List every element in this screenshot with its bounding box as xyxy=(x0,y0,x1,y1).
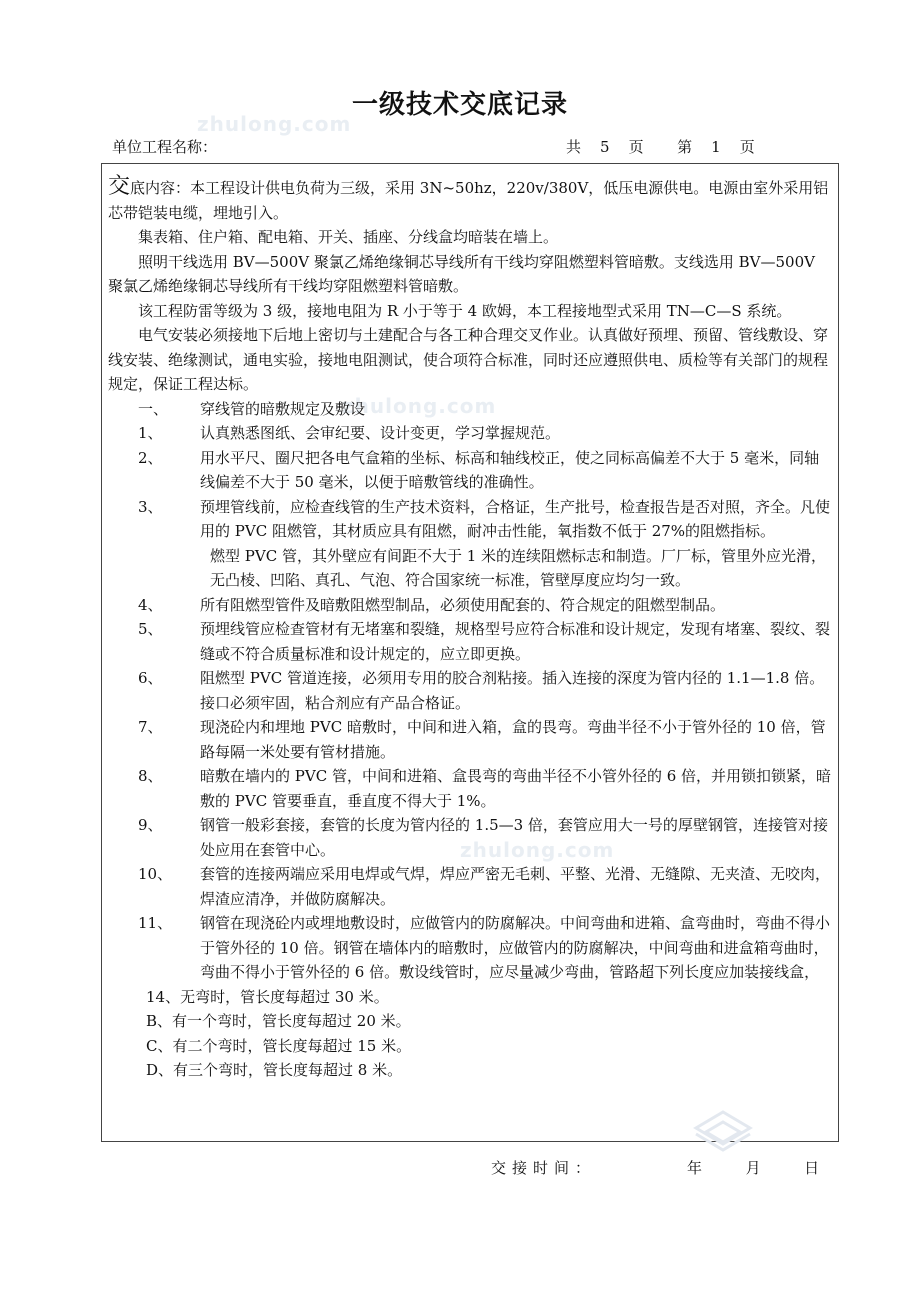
list-item xyxy=(108,617,834,666)
watermark: zhulong.com xyxy=(342,394,497,418)
intro-paragraph xyxy=(108,176,834,225)
item-text: 所有阻燃型管件及暗敷阻燃型制品，必须使用配套的、符合规定的阻燃型制品。 xyxy=(200,595,726,614)
item-number: 8、 xyxy=(138,767,163,785)
tail-line: D、有三个弯时，管长度每超过 8 米。 xyxy=(146,1061,403,1079)
section-heading xyxy=(108,397,834,422)
watermark: zhulong.com xyxy=(197,112,352,136)
item-number: 10、 xyxy=(138,865,173,883)
year-label: 年 xyxy=(687,1159,703,1177)
item-text: 钢管在现浇砼内或埋地敷设时，应做管内的防腐解决。中间弯曲和进箱、盒弯曲时，弯曲不得小于管外径的 10 倍。钢管在墙体内的暗敷时，应做管内的防腐解决，中间弯曲和进盒箱弯曲时，弯曲不得小于管外径的 6 倍。敷设线管时，应尽量减少弯曲，管路超下列长度应加装接线盒， xyxy=(200,914,831,981)
list-item xyxy=(108,446,834,495)
item-number: 4、 xyxy=(138,595,163,614)
list-item-continuation: 燃型 PVC 管，其外壁应有间距不大于 1 米的连续阻燃标志和制造。厂厂标，管里外应光滑，无凸棱、凹陷、真孔、气泡、符合国家统一标准，管壁厚度应均匀一致。 xyxy=(210,546,827,589)
list-item xyxy=(108,593,834,618)
tail-line: 14、无弯时，管长度每超过 30 米。 xyxy=(146,987,389,1006)
page-title: 一级技术交底记录 xyxy=(351,90,568,120)
intro-text: 底内容：本工程设计供电负荷为三级，采用 3N~50hz，220v/380V，低压电源供电。电源由室外采用铝芯带铠装电缆，埋地引入。 xyxy=(108,179,829,222)
disclosure-content xyxy=(108,176,834,1083)
tail-line: C、有二个弯时，管长度每超过 15 米。 xyxy=(146,1036,412,1055)
item-number: 3、 xyxy=(138,497,163,516)
item-text: 用水平尺、圈尺把各电气盒箱的坐标、标高和轴线校正，使之同标高偏差不大于 5 毫米，同轴线偏差不大于 50 毫米，以便于暗敷管线的准确性。 xyxy=(200,448,820,491)
section-number: 一、 xyxy=(138,399,169,418)
item-number: 2、 xyxy=(138,448,163,467)
page-unit: 页 xyxy=(739,138,755,156)
section-text: 穿线管的暗敷规定及敷设 xyxy=(200,399,366,418)
item-text: 预埋管线前，应检查线管的生产技术资料，合格证，生产批号，检查报告是否对照，齐全。凡使用的 PVC 阻燃管，其材质应具有阻燃，耐冲击性能，氧指数不低于 27%的阻燃指标。 xyxy=(200,497,831,540)
handover-label: 交接时间： xyxy=(491,1159,597,1177)
month-label: 月 xyxy=(745,1159,761,1177)
handover-time xyxy=(491,1157,820,1178)
list-item xyxy=(108,715,834,764)
item-text: 预埋线管应检查管材有无堵塞和裂缝，规格型号应符合标准和设计规定，发现有堵塞、裂纹、裂缝或不符合质量标准和设计规定的，应立即更换。 xyxy=(200,620,831,663)
intro-first-char: 交 xyxy=(108,174,131,199)
item-text: 阻燃型 PVC 管道连接，必须用专用的胶合剂粘接。插入连接的深度为管内径的 1.1—1.8 倍。接口必须牢固，粘合剂应有产品合格证。 xyxy=(200,669,825,712)
day-label: 日 xyxy=(804,1159,820,1177)
item-text: 套管的连接两端应采用电焊或气焊，焊应严密无毛刺、平整、光滑、无缝隙、无夹渣、无咬肉，焊渣应清净，并做防腐解决。 xyxy=(200,865,831,908)
total-prefix: 共 xyxy=(566,138,582,156)
date-fields xyxy=(687,1157,819,1178)
total-unit: 页 xyxy=(628,138,644,156)
item-number: 9、 xyxy=(138,816,163,834)
list-item xyxy=(108,764,834,813)
list-item xyxy=(108,862,834,911)
paragraph: 该工程防雷等级为 3 级，接地电阻为 R 小于等于 4 欧姆，本工程接地型式采用 TN—C—S 系统。 xyxy=(138,301,792,320)
list-item xyxy=(108,813,834,862)
list-item xyxy=(108,911,834,985)
list-item xyxy=(108,666,834,715)
total-pages: 5 xyxy=(600,138,610,156)
project-name-label: 单位工程名称： xyxy=(112,138,218,156)
paragraph: 电气安装必须接地下后地上密切与土建配合与各工种合理交叉作业。认真做好预埋、预留、管线敷设、穿线安装、绝缘测试，通电实验，接地电阻测试，使合项符合标准，同时还应遵照供电、质检等有关部门的规程规定，保证工程达标。 xyxy=(108,326,829,393)
current-page: 1 xyxy=(711,138,721,156)
page-info xyxy=(566,136,755,157)
item-text: 认真熟悉图纸、会审纪要、设计变更，学习掌握规范。 xyxy=(200,424,561,442)
item-number: 5、 xyxy=(138,620,163,638)
item-text: 钢管一般彩套接，套管的长度为管内径的 1.5—3 倍，套管应用大一号的厚壁钢管，连接管对接处应用在套管中心。 xyxy=(200,816,828,859)
watermark: zhulong.com xyxy=(460,838,615,862)
list-item xyxy=(108,495,834,544)
paragraph: 集表箱、住户箱、配电箱、开关、插座、分线盒均暗装在墙上。 xyxy=(138,228,559,246)
item-text: 现浇砼内和埋地 PVC 暗敷时，中间和进入箱，盒的畏弯。弯曲半径不小于管外径的 10 倍，管路每隔一米处要有管材措施。 xyxy=(200,718,826,761)
watermark-logo-icon xyxy=(688,1108,758,1158)
item-number: 11、 xyxy=(138,914,173,932)
list-item xyxy=(108,421,834,446)
item-number: 6、 xyxy=(138,669,163,687)
item-number: 1、 xyxy=(138,424,163,442)
item-text: 暗敷在墙内的 PVC 管，中间和进箱、盒畏弯的弯曲半径不小管外径的 6 倍，并用锁扣锁紧，暗敷的 PVC 管要垂直，垂直度不得大于 1%。 xyxy=(200,767,832,810)
paragraph: 照明干线选用 BV—500V 聚氯乙烯绝缘铜芯导线所有干线均穿阻燃塑料管暗敷。支线选用 BV—500V 聚氯乙烯绝缘铜芯导线所有干线均穿阻燃塑料管暗敷。 xyxy=(108,252,815,295)
item-number: 7、 xyxy=(138,718,163,736)
page-prefix: 第 xyxy=(677,138,693,156)
tail-line: B、有一个弯时，管长度每超过 20 米。 xyxy=(146,1012,411,1030)
